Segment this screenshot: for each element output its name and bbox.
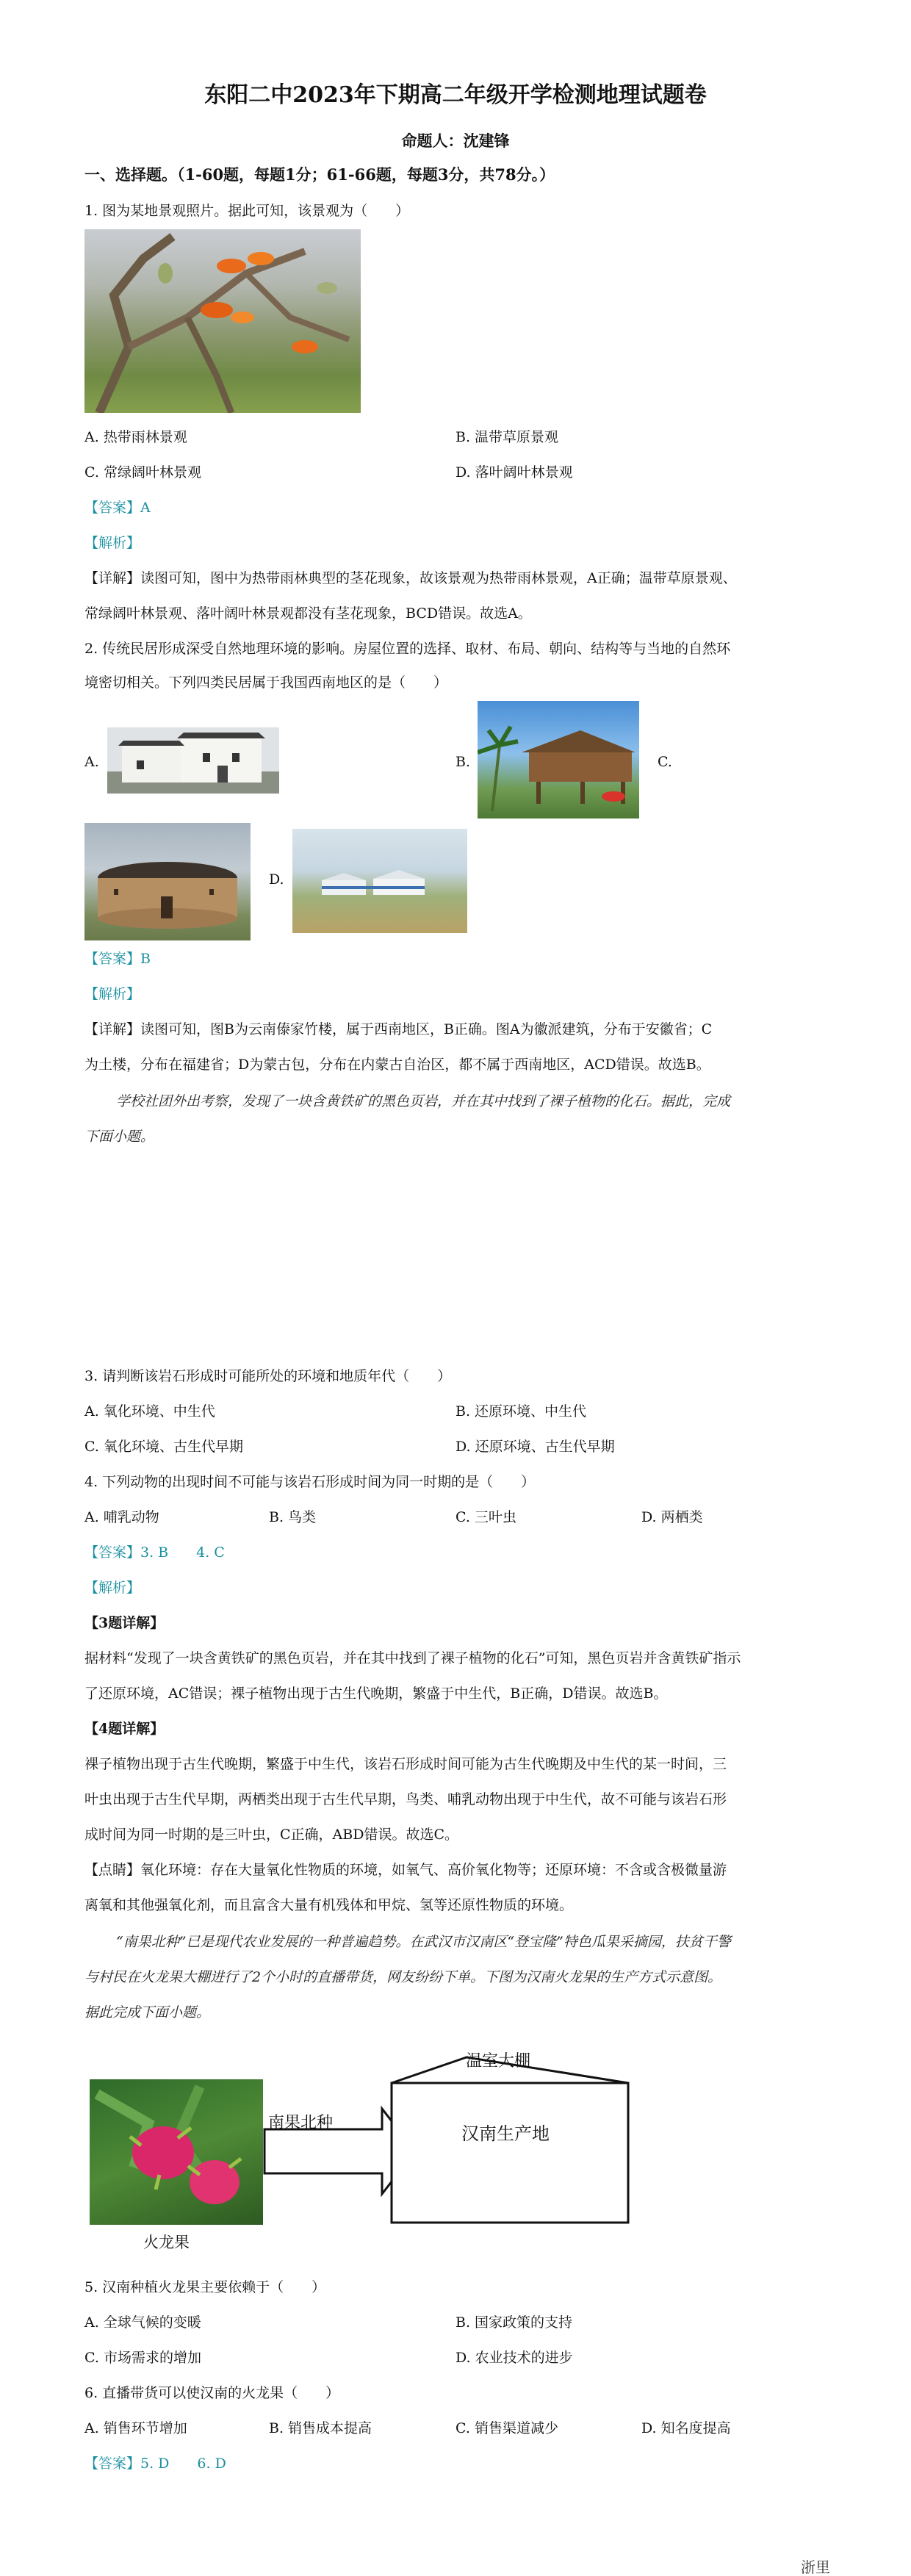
q2-label-d: D. <box>269 871 284 888</box>
q2-answer: 【答案】B <box>84 951 151 967</box>
q56-answer: 【答案】5. D 6. D <box>84 2456 226 2472</box>
q1-detail-line1: 【详解】读图可知，图中为热带雨林典型的茎花现象，故该景观为热带雨林景观，A正确；温带草原景观、 <box>84 570 737 586</box>
author-line: 命题人：沈建锋 <box>401 132 510 150</box>
q5-option-d: D. 农业技术的进步 <box>455 2350 573 2366</box>
q2-label-a: A. <box>84 754 99 770</box>
q4-stem: 4. 下列动物的出现时间不可能与该岩石形成时间为同一时期的是（ ） <box>84 1474 536 1490</box>
q2-detail-line2: 为土楼，分布在福建省；D为蒙古包，分布在内蒙古自治区，都不属于西南地区，ACD错误。故选B。 <box>84 1057 710 1073</box>
q5-stem: 5. 汉南种植火龙果主要依赖于（ ） <box>84 2279 326 2295</box>
footer-mark: 浙里 <box>801 2558 830 2576</box>
q6-option-b: B. 销售成本提高 <box>269 2420 372 2436</box>
q6-option-c: C. 销售渠道减少 <box>455 2420 558 2436</box>
q1-option-a: A. 热带雨林景观 <box>84 429 187 445</box>
bamboo-house-photo <box>478 701 639 819</box>
greenhouse-body <box>392 2083 628 2223</box>
q2-stem-line1: 2. 传统民居形成深受自然地理环境的影响。房屋位置的选择、取材、布局、朝向、结构等与当地的自然环 <box>84 641 731 657</box>
q3-detail-line2: 了还原环境，AC错误；裸子植物出现于古生代晚期，繁盛于中生代，B正确，D错误。故选B。 <box>84 1685 668 1702</box>
passage2-line3: 据此完成下面小题。 <box>84 2004 211 2021</box>
q2-stem-line2: 境密切相关。下列四类民居属于我国西南地区的是（ ） <box>84 674 448 691</box>
q4-detail-line1: 裸子植物出现于古生代晚期，繁盛于中生代，该岩石形成时间可能为古生代晚期及中生代的某一时间，三 <box>84 1756 727 1772</box>
q1-stem: 1. 图为某地景观照片。据此可知，该景观为（ ） <box>84 203 410 219</box>
greenhouse-label: 温室大棚 <box>466 2052 531 2070</box>
q4-detail-line2: 叶虫出现于古生代早期，两栖类出现于古生代早期，鸟类、哺乳动物出现于中生代，故不可能与该岩石形 <box>84 1791 727 1807</box>
q1-option-d: D. 落叶阔叶林景观 <box>455 464 573 481</box>
q2-label-b: B. <box>455 754 471 770</box>
q1-detail-line2: 常绿阔叶林景观、落叶阔叶林景观都没有茎花现象，BCD错误。故选A。 <box>84 605 532 622</box>
tip-line2: 离氧和其他强氧化剂，而且富含大量有机残体和甲烷、氢等还原性物质的环境。 <box>84 1897 574 1913</box>
passage2-line1: “南果北种”已是现代农业发展的一种普遍趋势。在武汉市汉南区“登宝隆”特色瓜果采摘园，扶贫干警 <box>116 1934 731 1950</box>
q3-stem: 3. 请判断该岩石形成时可能所处的环境和地质年代（ ） <box>84 1368 452 1384</box>
q34-analysis-label: 【解析】 <box>84 1580 141 1596</box>
q3-option-a: A. 氧化环境、中生代 <box>84 1403 215 1420</box>
q6-option-d: D. 知名度提高 <box>641 2420 731 2436</box>
q4-detail-heading: 【4题详解】 <box>84 1721 165 1737</box>
q2-analysis-label: 【解析】 <box>84 986 141 1002</box>
tip-line1: 【点睛】氧化环境：存在大量氧化性物质的环境，如氧气、高价氧化物等；还原环境：不含或含极微量游 <box>84 1862 727 1878</box>
q3-option-c: C. 氧化环境、古生代早期 <box>84 1439 243 1455</box>
q5-option-c: C. 市场需求的增加 <box>84 2350 201 2366</box>
passage1-line2: 下面小题。 <box>84 1129 155 1145</box>
passage2-line2: 与村民在火龙果大棚进行了2个小时的直播带货，网友纷纷下单。下图为汉南火龙果的生产方式示意图。 <box>84 1969 722 1985</box>
q5-option-b: B. 国家政策的支持 <box>455 2314 573 2331</box>
q6-option-a: A. 销售环节增加 <box>84 2420 187 2436</box>
q34-answer: 【答案】3. B 4. C <box>84 1544 225 1561</box>
q1-analysis-label: 【解析】 <box>84 535 141 551</box>
arrow-label: 南果北种 <box>268 2114 334 2132</box>
rainforest-photo <box>84 229 361 413</box>
tulou-photo <box>84 823 251 940</box>
q3-detail-line1: 据材料“发现了一块含黄铁矿的黑色页岩，并在其中找到了裸子植物的化石”可知，黑色页岩并含黄铁矿指示 <box>84 1650 741 1666</box>
dragon-fruit-photo <box>90 2079 263 2225</box>
q3-detail-heading: 【3题详解】 <box>84 1615 165 1631</box>
hui-style-house-photo <box>107 727 279 794</box>
q6-stem: 6. 直播带货可以使汉南的火龙果（ ） <box>84 2385 340 2401</box>
yurt-photo <box>292 829 467 933</box>
q4-option-b: B. 鸟类 <box>269 1509 317 1525</box>
q1-option-b: B. 温带草原景观 <box>455 429 559 445</box>
q1-answer: 【答案】A <box>84 500 151 516</box>
q2-detail-line1: 【详解】读图可知，图B为云南傣家竹楼，属于西南地区，B正确。图A为徽派建筑，分布于安徽省；C <box>84 1021 713 1037</box>
passage1-line1: 学校社团外出考察，发现了一块含黄铁矿的黑色页岩，并在其中找到了裸子植物的化石。据此，完成 <box>116 1093 731 1109</box>
q5-option-a: A. 全球气候的变暖 <box>84 2314 201 2331</box>
q4-option-d: D. 两栖类 <box>641 1509 703 1525</box>
fruit-label: 火龙果 <box>143 2234 190 2251</box>
section-heading: 一、选择题。（1-60题，每题1分；61-66题，每题3分，共78分。） <box>84 165 555 184</box>
q3-option-d: D. 还原环境、古生代早期 <box>455 1439 615 1455</box>
production-site-label: 汉南生产地 <box>461 2123 550 2144</box>
q4-option-a: A. 哺乳动物 <box>84 1509 159 1525</box>
q2-label-c: C. <box>658 754 672 770</box>
q4-option-c: C. 三叶虫 <box>455 1509 516 1525</box>
q4-detail-line3: 成时间为同一时期的是三叶虫，C正确，ABD错误。故选C。 <box>84 1827 458 1843</box>
q1-option-c: C. 常绿阔叶林景观 <box>84 464 201 481</box>
q3-option-b: B. 还原环境、中生代 <box>455 1403 587 1420</box>
page-title: 东阳二中2023年下期高二年级开学检测地理试题卷 <box>204 82 707 108</box>
